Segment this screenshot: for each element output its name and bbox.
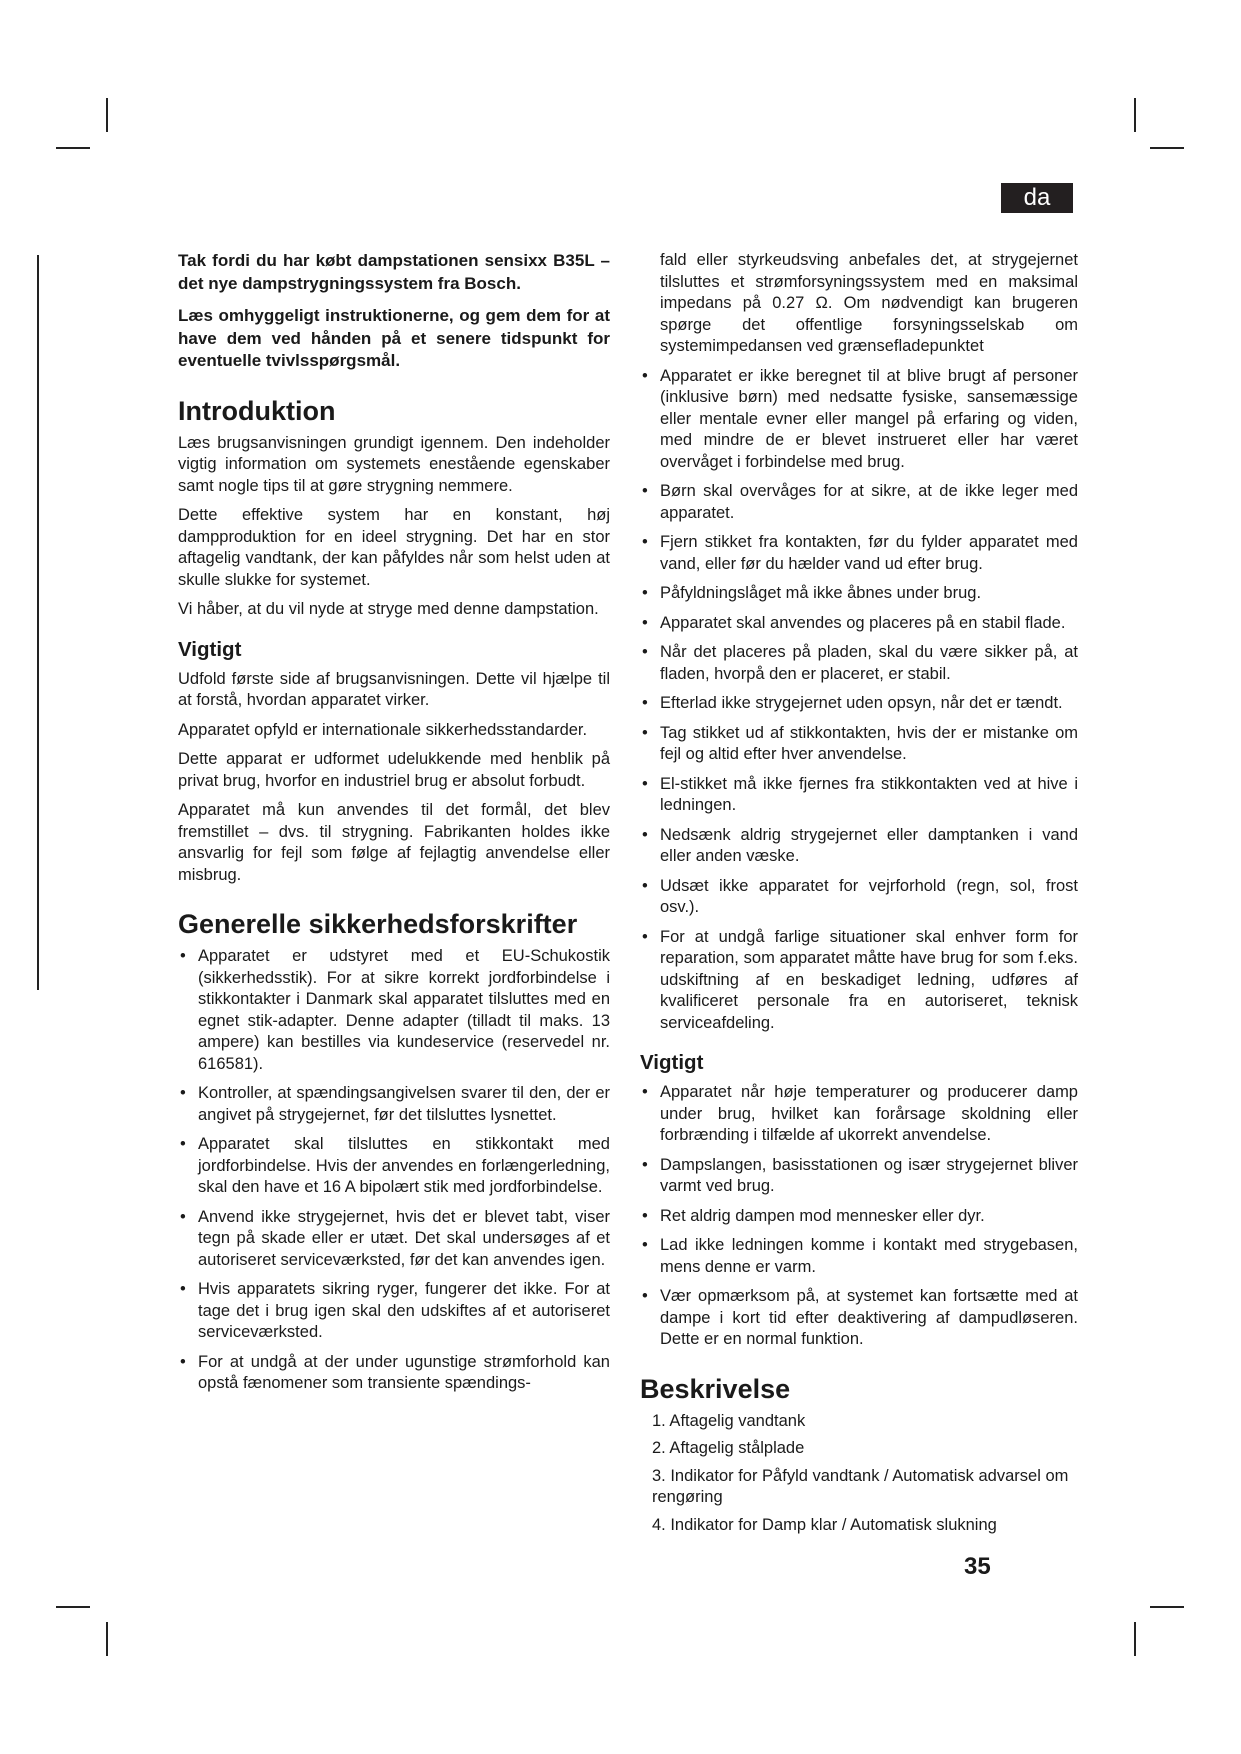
safety-list-continued [640,366,1078,1035]
beskrivelse-item: 4. Indikator for Damp klar / Automatisk slukning [652,1515,997,1534]
introduktion-heading: Introduktion [178,395,336,426]
safety-item: • Apparatet skal tilsluttes en stikkontakt med jordforbindelse. Hvis der anvendes en forlængerledning, skal den have et 16 A bipolært stik med jordforbindelse. [178,1134,610,1199]
introduktion-paragraph: Vi håber, at du vil nyde at stryge med denne dampstation. [178,600,599,618]
vigtigt-item: • Dampslangen, basisstationen og især strygejernet bliver varmt ved brug. [640,1155,1078,1198]
vigtigt-paragraph: Dette apparat er udformet udelukkende med henblik på privat brug, hvorfor en industriel brug er absolut forbudt. [178,750,610,790]
crop-mark [1150,1606,1184,1608]
beskrivelse-item: 1. Aftagelig vandtank [652,1411,806,1430]
crop-mark [106,98,108,132]
read-text: Læs omhyggeligt instruktionerne, og gem dem for at have dem ved hånden på et senere tidspunkt for eventuelle tvivlsspørgsmål. [178,306,610,370]
safety-item: • Anvend ikke strygejernet, hvis det er blevet tabt, viser tegn på skade eller er utæt. Det skal undersøges af et autoriseret serviceværksted, før det kan anvendes igen. [178,1207,610,1272]
generelle-heading: Generelle sikkerhedsforskrifter [178,909,578,939]
vigtigt-paragraph: Udfold første side af brugsanvisningen. Dette vil hjælpe til at forstå, hvordan apparatet virker. [178,669,610,709]
safety-item: • Apparatet skal anvendes og placeres på en stabil flade. [640,613,1078,635]
crop-mark [106,1622,108,1656]
vigtigt-item: • Vær opmærksom på, at systemet kan fortsætte med at dampe i kort tid efter deaktivering af dampudløseren. Dette er en normal funktion. [640,1286,1078,1351]
safety-item: • For at undgå at der under ugunstige strømforhold kan opstå fænomener som transiente spændings- [178,1352,610,1395]
beskrivelse-heading: Beskrivelse [640,1373,791,1404]
side-rule [37,255,39,990]
safety-item: • Børn skal overvåges for at sikre, at de ikke leger med apparatet. [640,481,1078,524]
introduktion-paragraph: Læs brugsanvisningen grundigt igennem. Den indeholder vigtig information om systemets enestående egenskaber samt nogle tips til at gøre strygning nemmere. [178,433,610,495]
beskrivelse-item: 3. Indikator for Påfyld vandtank / Automatisk advarsel om rengøring [652,1466,1069,1506]
safety-item: • For at undgå farlige situationer skal enhver form for reparation, som apparatet måtte have brug for som f.eks. udskiftning af en beskadiget ledning, udføres af kvalificeret personale fra en autoriseret, teknisk serviceafdeling. [640,927,1078,1035]
safety-item: • Efterlad ikke strygejernet uden opsyn, når det er tændt. [640,693,1078,715]
vigtigt-paragraph: Apparatet opfyld er internationale sikkerhedsstandarder. [178,720,588,739]
vigtigt-item: • Lad ikke ledningen komme i kontakt med strygebasen, mens denne er varm. [640,1235,1078,1278]
safety-item: • Apparatet er udstyret med et EU-Schukostik (sikkerhedsstik). For at sikre korrekt jordforbindelse i stikkontakter i Danmark skal apparatet tilsluttes med en egnet stik-adapter. Denne adapter (tilladt til maks. 13 ampere) kan bestilles via kundeservice (reservedel nr. 616581). [178,946,610,1075]
crop-mark [1134,1622,1136,1656]
crop-mark [56,1606,90,1608]
safety-item: • Apparatet er ikke beregnet til at blive brugt af personer (inklusive børn) med nedsatte fysiske, sansemæssige eller mentale evner eller mangel på erfaring og viden, med mindre de er blevet instrueret eller har været overvåget i forbindelse med brug. [640,366,1078,474]
safety-item: • Hvis apparatets sikring ryger, fungerer det ikke. For at tage det i brug igen skal den udskiftes af et autoriseret serviceværksted. [178,1279,610,1344]
vigtigt-heading-2: Vigtigt [640,1051,704,1074]
safety-item: • Nedsænk aldrig strygejernet eller damptanken i vand eller anden væske. [640,825,1078,868]
right-column [640,250,1078,1542]
safety-item: • Udsæt ikke apparatet for vejrforhold (regn, sol, frost osv.). [640,876,1078,919]
crop-mark [1150,147,1184,149]
thanks-text: Tak fordi du har købt dampstationen sensixx B35L – det nye dampstrygningssystem fra Bosch. [178,251,610,293]
safety-continuation: fald eller styrkeudsving anbefales det, at strygejernet tilsluttes et strømforsyningssystem med en maksimal impedans på 0.27 Ω. Om nødvendigt kan brugeren spørge det offentlige forsyningsselskab om systemimpedansen ved grænsefladepunktet [660,251,1078,355]
safety-item: • Når det placeres på pladen, skal du være sikker på, at fladen, hvorpå den er placeret, er stabil. [640,642,1078,685]
introduktion-paragraph: Dette effektive system har en konstant, høj dampproduktion for en ideel strygning. Det har en stor aftagelig vandtank, der kan påfyldes når som helst uden at skulle slukke for systemet. [178,506,610,589]
vigtigt-item: • Ret aldrig dampen mod mennesker eller dyr. [640,1206,1078,1228]
safety-item: • Tag stikket ud af stikkontakten, hvis der er mistanke om fejl og altid efter hver anvendelse. [640,723,1078,766]
vigtigt-heading: Vigtigt [178,637,242,661]
safety-list [178,946,610,1395]
crop-mark [56,147,90,149]
safety-item: • Kontroller, at spændingsangivelsen svarer til den, der er angivet på strygejernet, før det tilsluttes lysnettet. [178,1083,610,1126]
vigtigt-paragraph: Apparatet må kun anvendes til det formål, det blev fremstillet – dvs. til strygning. Fabrikanten holdes ikke ansvarlig for fejl som følge af fejlagtig anvendelse eller misbrug. [178,801,610,884]
vigtigt-list [640,1082,1078,1351]
safety-item: • El-stikket må ikke fjernes fra stikkontakten ved at hive i ledningen. [640,774,1078,817]
safety-item: • Fjern stikket fra kontakten, før du fylder apparatet med vand, eller før du hælder vand ud efter brug. [640,532,1078,575]
crop-mark [1134,98,1136,132]
language-badge: da [1001,183,1073,213]
beskrivelse-list [640,1411,1078,1537]
beskrivelse-item: 2. Aftagelig stålplade [652,1439,805,1457]
page-number: 35 [964,1553,991,1580]
vigtigt-item: • Apparatet når høje temperaturer og producerer damp under brug, hvilket kan forårsage skoldning eller forbrænding i tilfælde af ukorrekt anvendelse. [640,1082,1078,1147]
safety-item: • Påfyldningslåget må ikke åbnes under brug. [640,583,1078,605]
left-column [178,250,610,1403]
